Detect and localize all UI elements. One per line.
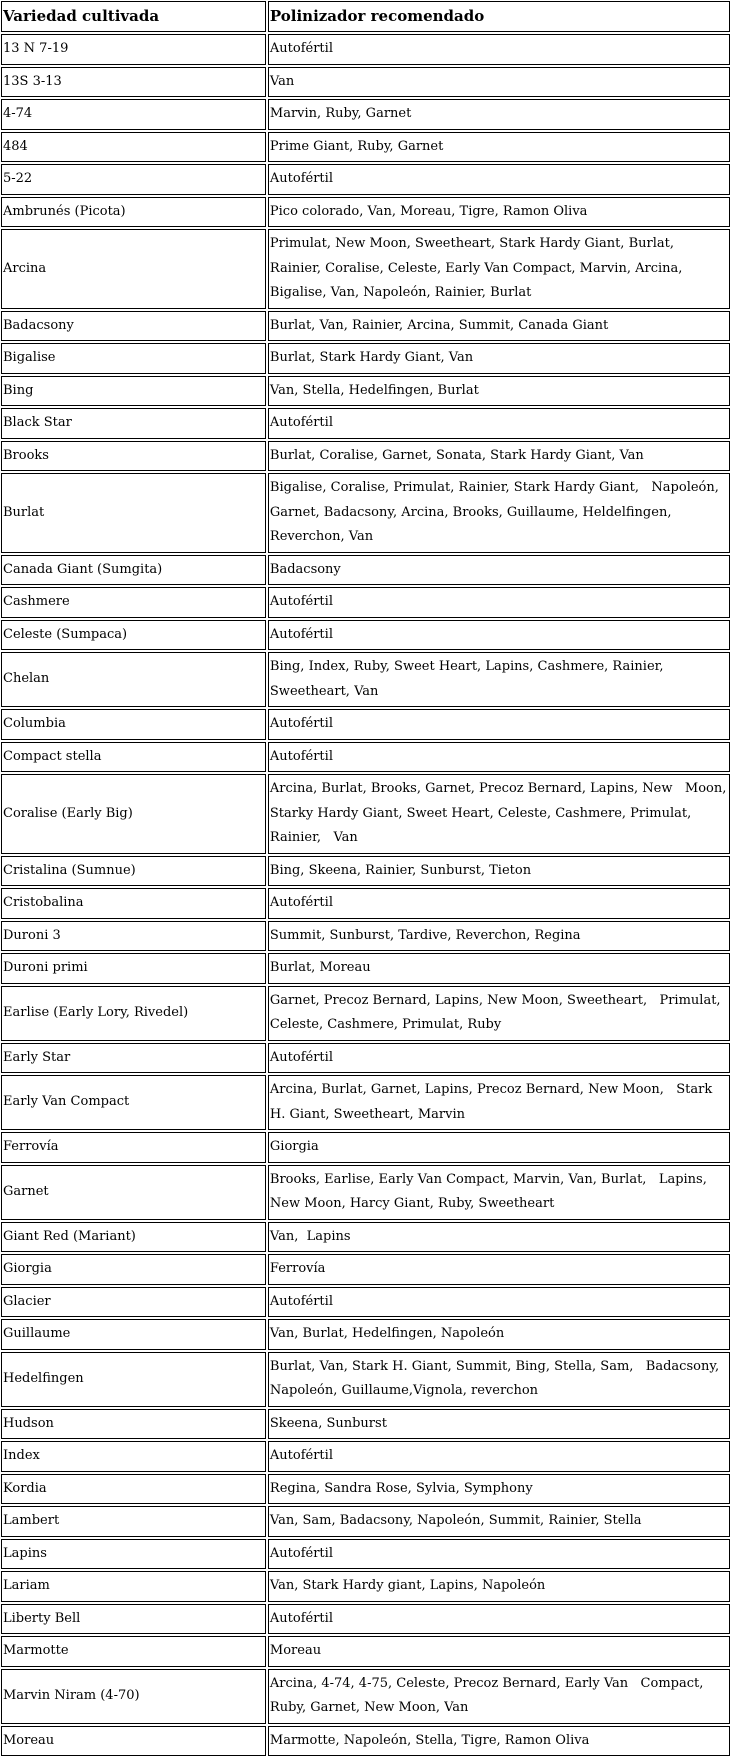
variety-cell: Columbia <box>1 709 266 740</box>
pollinator-cell: Pico colorado, Van, Moreau, Tigre, Ramon Oliva <box>268 197 730 228</box>
pollinator-cell: Van, Stark Hardy giant, Lapins, Napoleón <box>268 1571 730 1602</box>
pollinator-cell: Van, Burlat, Hedelfingen, Napoleón <box>268 1319 730 1350</box>
variety-cell: Marvin Niram (4-70) <box>1 1669 266 1724</box>
pollinator-cell: Skeena, Sunburst <box>268 1409 730 1440</box>
pollinator-cell: Primulat, New Moon, Sweetheart, Stark Hardy Giant, Burlat, Rainier, Coralise, Celeste, Early Van Compact, Marvin, Arcina, Bigalise, Van, Napoleón, Rainier, Burlat <box>268 229 730 309</box>
pollinator-cell: Burlat, Van, Stark H. Giant, Summit, Bing, Stella, Sam, Badacsony, Napoleón, Guillaume,Vignola, reverchon <box>268 1352 730 1407</box>
pollinator-cell: Autofértil <box>268 1441 730 1472</box>
variety-cell: Garnet <box>1 1165 266 1220</box>
table-row <box>1 441 730 472</box>
variety-cell: 13S 3-13 <box>1 67 266 98</box>
table-row <box>1 132 730 163</box>
table-row <box>1 376 730 407</box>
column-header-pollinator: Polinizador recomendado <box>268 1 730 32</box>
table-row <box>1 1287 730 1318</box>
pollinator-cell: Autofértil <box>268 587 730 618</box>
table-row <box>1 408 730 439</box>
table-row <box>1 164 730 195</box>
table-row <box>1 709 730 740</box>
table-row <box>1 652 730 707</box>
table-header-row <box>1 1 730 32</box>
variety-cell: Kordia <box>1 1474 266 1505</box>
pollinator-cell: Bigalise, Coralise, Primulat, Rainier, Stark Hardy Giant, Napoleón, Garnet, Badacsony, Arcina, Brooks, Guillaume, Heldelfingen, Reverchon, Van <box>268 473 730 553</box>
table-row <box>1 1636 730 1667</box>
variety-cell: Giant Red (Mariant) <box>1 1222 266 1253</box>
pollinator-cell: Burlat, Stark Hardy Giant, Van <box>268 343 730 374</box>
table-row <box>1 986 730 1041</box>
pollinator-cell: Autofértil <box>268 742 730 773</box>
pollinator-cell: Prime Giant, Ruby, Garnet <box>268 132 730 163</box>
variety-cell: Hedelfingen <box>1 1352 266 1407</box>
pollinator-cell: Garnet, Precoz Bernard, Lapins, New Moon, Sweetheart, Primulat, Celeste, Cashmere, Primulat, Ruby <box>268 986 730 1041</box>
table-row <box>1 953 730 984</box>
variety-cell: Brooks <box>1 441 266 472</box>
table-body <box>1 34 730 1756</box>
table-row <box>1 1441 730 1472</box>
table-row <box>1 67 730 98</box>
pollinator-cell: Marvin, Ruby, Garnet <box>268 99 730 130</box>
pollinator-cell: Burlat, Moreau <box>268 953 730 984</box>
table-row <box>1 742 730 773</box>
variety-cell: Duroni primi <box>1 953 266 984</box>
pollinator-cell: Burlat, Coralise, Garnet, Sonata, Stark Hardy Giant, Van <box>268 441 730 472</box>
variety-cell: Guillaume <box>1 1319 266 1350</box>
variety-cell: Lapins <box>1 1539 266 1570</box>
table-row <box>1 229 730 309</box>
variety-cell: Arcina <box>1 229 266 309</box>
pollinator-cell: Moreau <box>268 1636 730 1667</box>
pollinator-cell: Summit, Sunburst, Tardive, Reverchon, Regina <box>268 921 730 952</box>
pollinator-cell: Regina, Sandra Rose, Sylvia, Symphony <box>268 1474 730 1505</box>
pollinator-cell: Autofértil <box>268 1043 730 1074</box>
variety-cell: Cashmere <box>1 587 266 618</box>
table-row <box>1 1409 730 1440</box>
variety-cell: Duroni 3 <box>1 921 266 952</box>
variety-cell: Index <box>1 1441 266 1472</box>
pollinator-cell: Autofértil <box>268 620 730 651</box>
variety-cell: 13 N 7-19 <box>1 34 266 65</box>
table-row <box>1 774 730 854</box>
pollinator-cell: Arcina, 4-74, 4-75, Celeste, Precoz Bernard, Early Van Compact, Ruby, Garnet, New Moon, Van <box>268 1669 730 1724</box>
table-row <box>1 921 730 952</box>
table-row <box>1 1539 730 1570</box>
pollinator-cell: Van <box>268 67 730 98</box>
table-row <box>1 1352 730 1407</box>
variety-cell: Liberty Bell <box>1 1604 266 1635</box>
table-row <box>1 311 730 342</box>
variety-cell: Marmotte <box>1 1636 266 1667</box>
variety-cell: 5-22 <box>1 164 266 195</box>
variety-cell: Bing <box>1 376 266 407</box>
variety-cell: Glacier <box>1 1287 266 1318</box>
column-header-variety: Variedad cultivada <box>1 1 266 32</box>
variety-cell: Badacsony <box>1 311 266 342</box>
pollinator-cell: Brooks, Earlise, Early Van Compact, Marvin, Van, Burlat, Lapins, New Moon, Harcy Giant, Ruby, Sweetheart <box>268 1165 730 1220</box>
table-row <box>1 1075 730 1130</box>
pollinator-cell: Autofértil <box>268 1539 730 1570</box>
variety-cell: Cristobalina <box>1 888 266 919</box>
table-row <box>1 197 730 228</box>
table-row <box>1 1571 730 1602</box>
pollinator-cell: Autofértil <box>268 888 730 919</box>
pollinator-cell: Van, Sam, Badacsony, Napoleón, Summit, Rainier, Stella <box>268 1506 730 1537</box>
pollinator-cell: Van, Lapins <box>268 1222 730 1253</box>
variety-cell: Lariam <box>1 1571 266 1602</box>
table-row <box>1 1043 730 1074</box>
table-row <box>1 856 730 887</box>
variety-cell: Earlise (Early Lory, Rivedel) <box>1 986 266 1041</box>
variety-cell: Ambrunés (Picota) <box>1 197 266 228</box>
variety-cell: 4-74 <box>1 99 266 130</box>
variety-cell: Cristalina (Sumnue) <box>1 856 266 887</box>
pollinator-cell: Badacsony <box>268 555 730 586</box>
variety-cell: Compact stella <box>1 742 266 773</box>
table-row <box>1 1474 730 1505</box>
pollinator-cell: Burlat, Van, Rainier, Arcina, Summit, Canada Giant <box>268 311 730 342</box>
pollinator-cell: Autofértil <box>268 1604 730 1635</box>
pollinator-cell: Van, Stella, Hedelfingen, Burlat <box>268 376 730 407</box>
table-row <box>1 888 730 919</box>
table-row <box>1 343 730 374</box>
table-row <box>1 1726 730 1757</box>
table-row <box>1 1132 730 1163</box>
pollinator-cell: Ferrovía <box>268 1254 730 1285</box>
variety-cell: Ferrovía <box>1 1132 266 1163</box>
variety-cell: Bigalise <box>1 343 266 374</box>
variety-cell: Coralise (Early Big) <box>1 774 266 854</box>
pollinator-cell: Giorgia <box>268 1132 730 1163</box>
variety-cell: Black Star <box>1 408 266 439</box>
variety-cell: Chelan <box>1 652 266 707</box>
table-row <box>1 473 730 553</box>
variety-cell: Early Van Compact <box>1 1075 266 1130</box>
variety-cell: Giorgia <box>1 1254 266 1285</box>
table-row <box>1 1669 730 1724</box>
pollinator-cell: Arcina, Burlat, Brooks, Garnet, Precoz Bernard, Lapins, New Moon, Starky Hardy Giant, Sweet Heart, Celeste, Cashmere, Primulat, Rainier, Van <box>268 774 730 854</box>
pollinator-cell: Bing, Index, Ruby, Sweet Heart, Lapins, Cashmere, Rainier, Sweetheart, Van <box>268 652 730 707</box>
table-row <box>1 1319 730 1350</box>
pollinator-cell: Autofértil <box>268 164 730 195</box>
variety-cell: Early Star <box>1 1043 266 1074</box>
pollinator-cell: Marmotte, Napoleón, Stella, Tigre, Ramon Oliva <box>268 1726 730 1757</box>
variety-cell: Celeste (Sumpaca) <box>1 620 266 651</box>
variety-cell: Lambert <box>1 1506 266 1537</box>
variety-cell: Hudson <box>1 1409 266 1440</box>
pollinator-cell: Autofértil <box>268 709 730 740</box>
pollinator-cell: Autofértil <box>268 408 730 439</box>
pollinator-cell: Bing, Skeena, Rainier, Sunburst, Tieton <box>268 856 730 887</box>
table-row <box>1 620 730 651</box>
table-row <box>1 1506 730 1537</box>
pollinator-cell: Arcina, Burlat, Garnet, Lapins, Precoz Bernard, New Moon, Stark H. Giant, Sweetheart, Marvin <box>268 1075 730 1130</box>
variety-cell: Burlat <box>1 473 266 553</box>
table-row <box>1 99 730 130</box>
variety-cell: 484 <box>1 132 266 163</box>
table-row <box>1 34 730 65</box>
table-row <box>1 1165 730 1220</box>
variety-cell: Canada Giant (Sumgita) <box>1 555 266 586</box>
pollinator-cell: Autofértil <box>268 1287 730 1318</box>
pollinator-cell: Autofértil <box>268 34 730 65</box>
table-row <box>1 1604 730 1635</box>
table-row <box>1 555 730 586</box>
table-row <box>1 587 730 618</box>
variety-cell: Moreau <box>1 1726 266 1757</box>
table-row <box>1 1222 730 1253</box>
table-row <box>1 1254 730 1285</box>
